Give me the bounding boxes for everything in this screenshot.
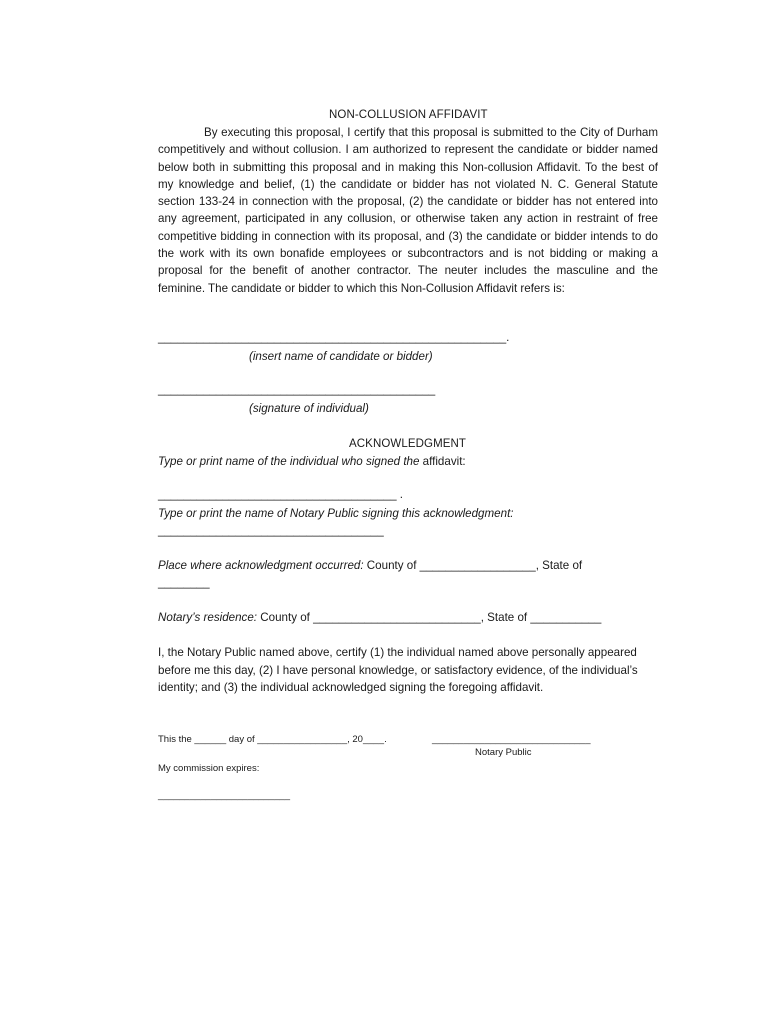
signer-label-italic: Type or print name of the individual who signed the xyxy=(158,455,420,468)
commission-line[interactable]: _________________________ xyxy=(158,790,291,801)
date-line[interactable]: This the ______ day of _________________, 20____. xyxy=(158,734,387,745)
residence-county-state[interactable]: County of __________________________, State of ___________ xyxy=(257,611,602,624)
signer-name-line[interactable]: _____________________________________ . xyxy=(158,488,404,501)
commission-label: My commission expires: xyxy=(158,763,260,774)
bidder-name-line[interactable]: ______________________________________________________. xyxy=(158,331,510,344)
signer-label-plain: affidavit: xyxy=(419,455,466,468)
residence-label: Notary’s residence: xyxy=(158,611,258,624)
signature-line[interactable]: ___________________________________________ xyxy=(158,383,436,396)
affidavit-title: NON-COLLUSION AFFIDAVIT xyxy=(329,109,488,121)
signer-name-label xyxy=(158,455,466,468)
notary-signature-line[interactable]: ______________________________ xyxy=(432,734,591,745)
affidavit-body-text: By executing this proposal, I certify that this proposal is submitted to the City of Durham competitively and without collusion. I am authorized to represent the candidate or bidder named below both in submitting this proposal and in making this Non-collusion Affidavit. To the best of my knowledge and belief, (1) the candidate or bidder has not violated N. C. General Statute section 133-24 in connection with the proposal, (2) the candidate or bidder has not entered into any agreement, participated in any collusion, or otherwise taken any action in restraint of free competitive bidding in connection with its proposal, and (3) the candidate or bidder intends to do the work with its own bonafide employees or subcontractors and is not bidding or making a proposal for the benefit of another contractor. The neuter includes the masculine and the feminine. The candidate or bidder to which this Non-Collusion Affidavit refers is: xyxy=(158,126,658,295)
place-county-state[interactable]: County of __________________, State of xyxy=(363,559,583,572)
notary-certification: I, the Notary Public named above, certify (1) the individual named above personally appeared before me this day, (2) I have personal knowledge, or satisfactory evidence, of the individual’s identity; and (3) the individual acknowledged signing the foregoing affidavit. xyxy=(158,646,638,694)
notary-name-line[interactable]: ___________________________________ xyxy=(158,524,384,537)
notary-name-label: Type or print the name of Notary Public signing this acknowledgment: xyxy=(158,507,514,520)
affidavit-body xyxy=(158,124,658,297)
signature-caption: (signature of individual) xyxy=(249,402,369,415)
acknowledgment-title: ACKNOWLEDGMENT xyxy=(349,438,467,450)
place-label: Place where acknowledgment occurred: xyxy=(158,559,364,572)
place-row xyxy=(158,559,582,572)
residence-row xyxy=(158,611,601,624)
bidder-name-caption: (insert name of candidate or bidder) xyxy=(249,350,433,363)
place-state-line[interactable]: ________ xyxy=(158,576,210,589)
notary-public-caption: Notary Public xyxy=(475,747,532,758)
